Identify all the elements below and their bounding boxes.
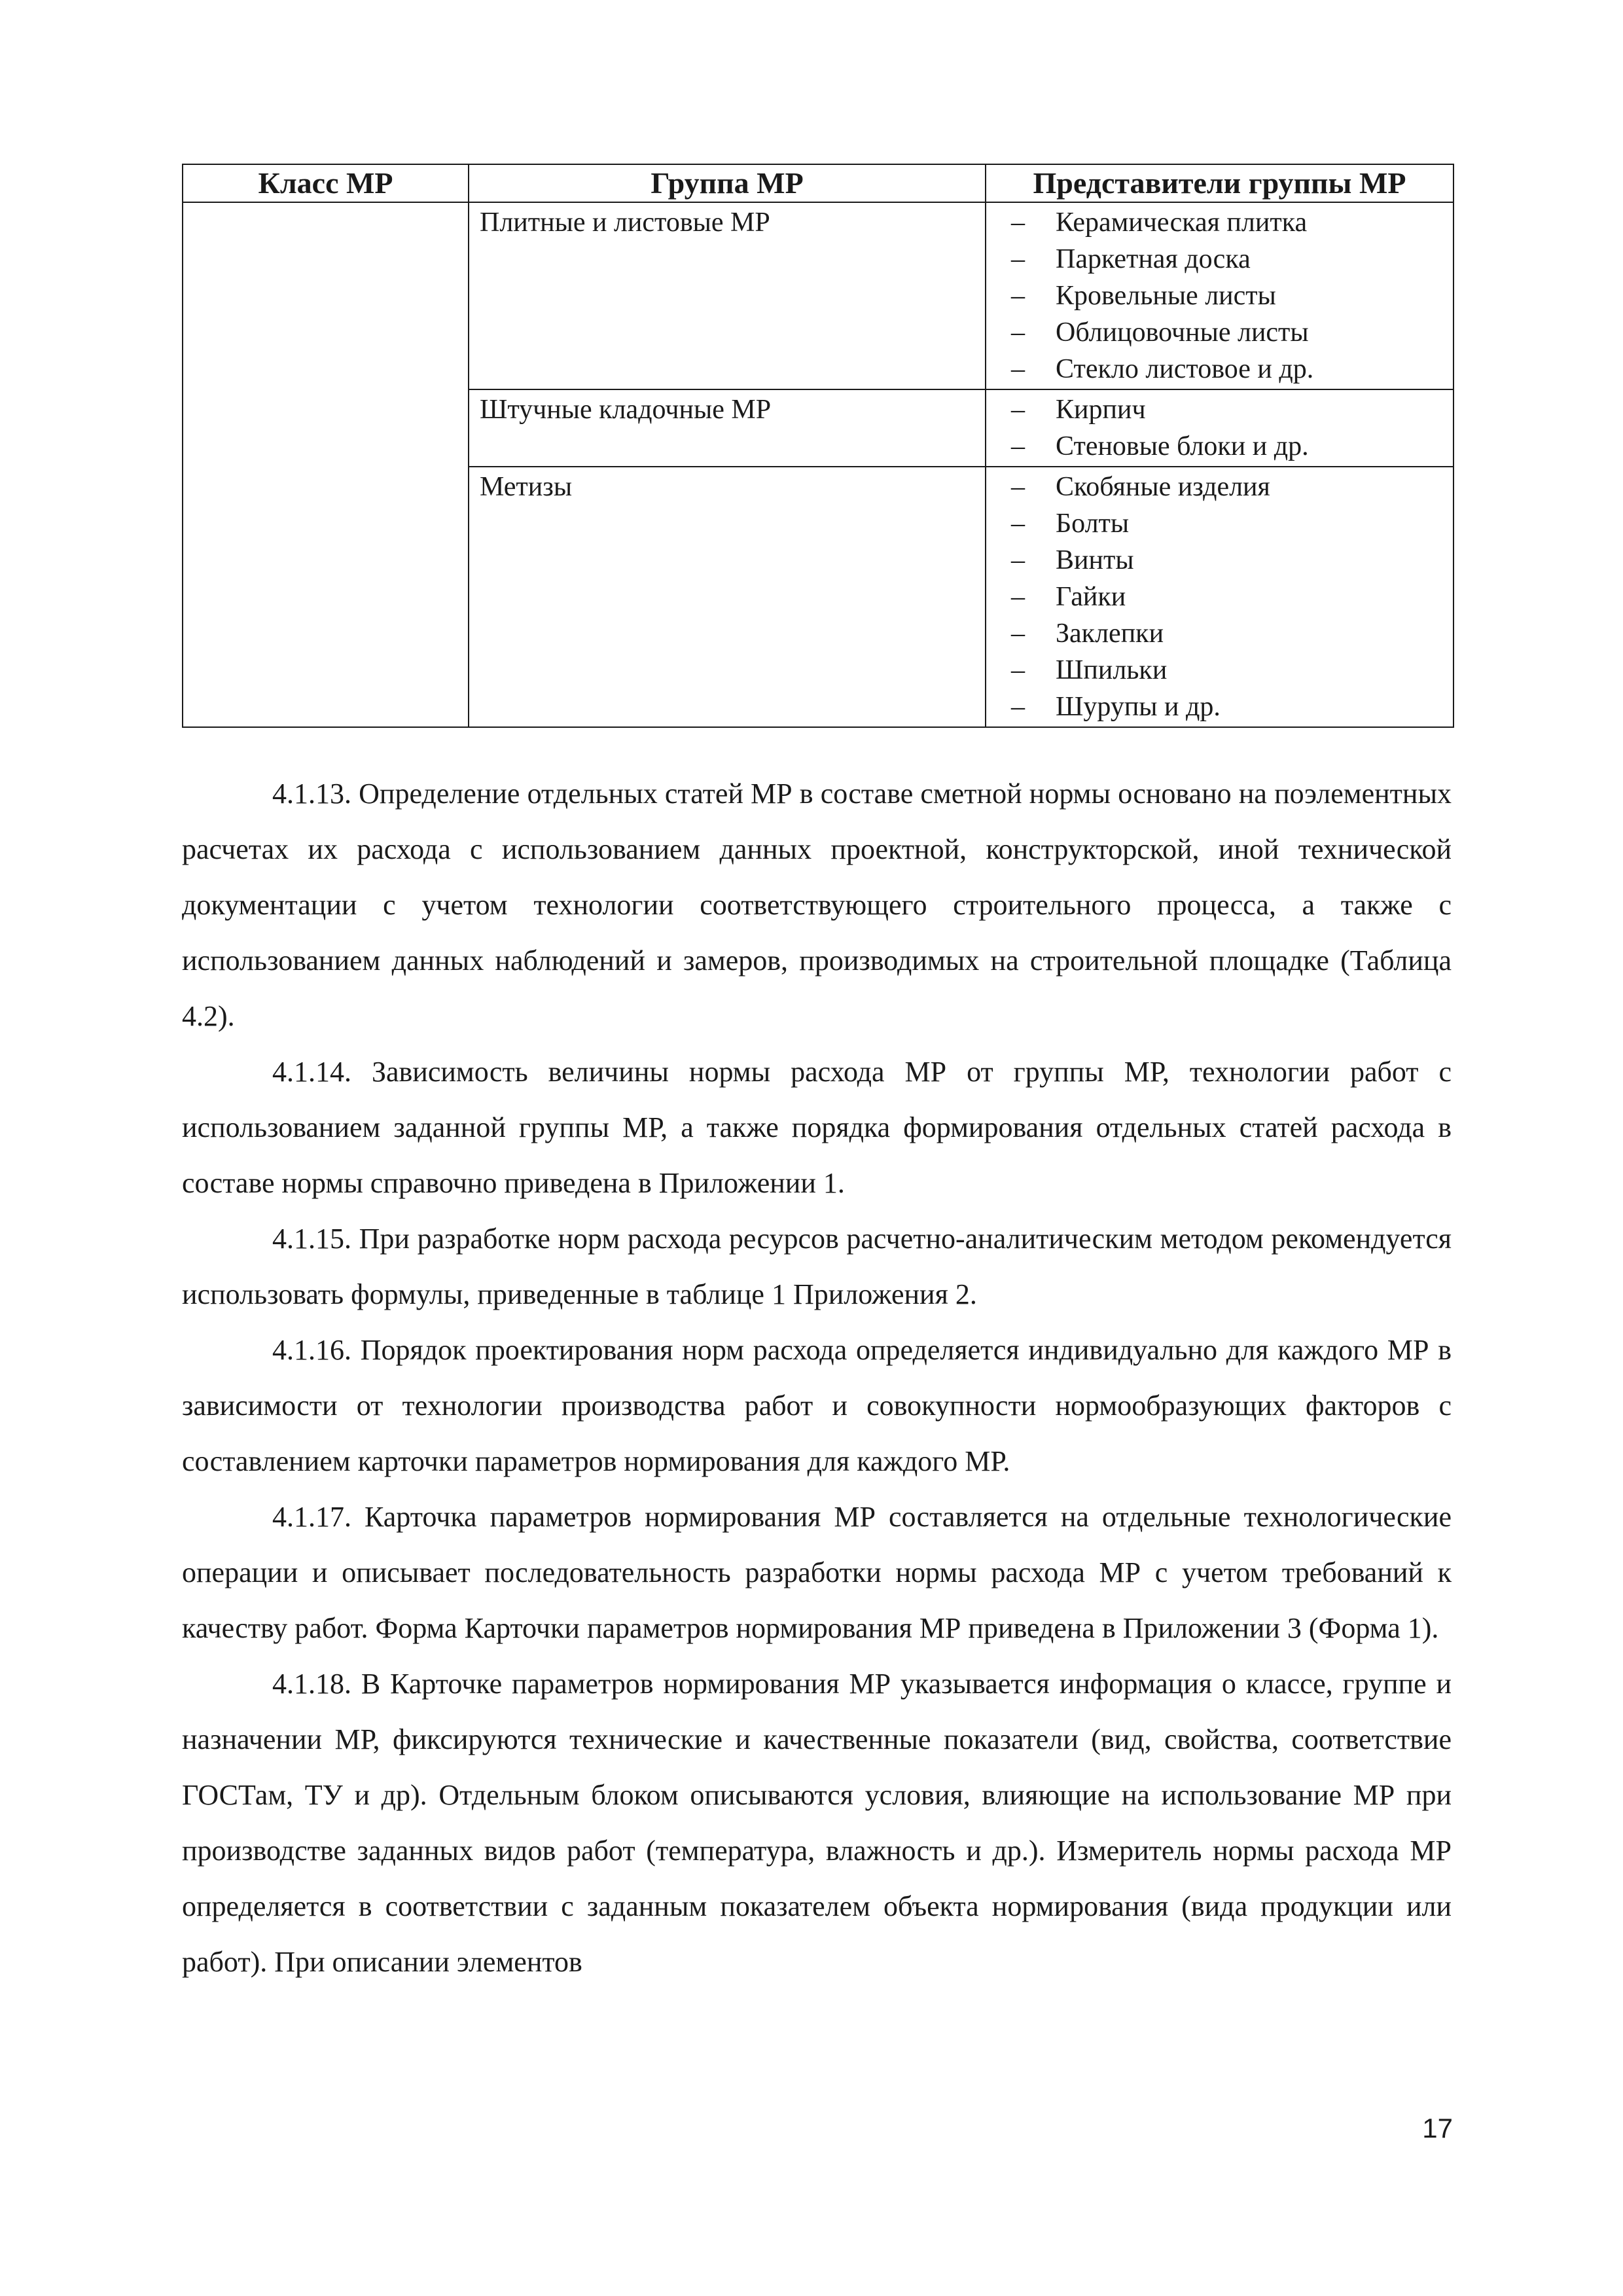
paragraph-4-1-18: 4.1.18. В Карточке параметров нормирования МР указывается информация о классе, группе и назначении МР, фиксируются технические и качественные показатели (вид, свойства, соответствие ГОСТам, ТУ и др). Отдельным блоком описываются условия, влияющие на использование МР при производстве заданных видов работ (температура, влажность и др.). Измеритель нормы расхода МР определяется в соответствии с заданным показателем объекта нормирования (вида продукции или работ). При описании элементов: [182, 1668, 1452, 1978]
list-item-text: Керамическая плитка: [1056, 207, 1308, 238]
class-cell: [183, 202, 469, 727]
dash: –: [1011, 509, 1025, 539]
representatives-cell: [986, 202, 1454, 389]
list-item-text: Шурупы и др.: [1056, 692, 1221, 722]
list-item-text: Заклепки: [1056, 619, 1164, 649]
list-item-text: Болты: [1056, 509, 1130, 539]
list-item: [1011, 579, 1453, 615]
paragraph-4-1-16: 4.1.16. Порядок проектирования норм расхода определяется индивидуально для каждого МР в зависимости от технологии производства работ и совокупности нормообразующих факторов с составлением карточки параметров нормирования для каждого МР.: [182, 1334, 1452, 1477]
header-group: Группа МР: [469, 164, 986, 202]
dash: –: [1011, 317, 1025, 348]
list-item: [1011, 615, 1453, 652]
dash: –: [1011, 395, 1025, 425]
dash: –: [1011, 545, 1025, 575]
group-cell: Плитные и листовые МР: [469, 202, 986, 389]
list-item: [1011, 241, 1453, 278]
group-cell: Штучные кладочные МР: [469, 389, 986, 467]
list-item: [1011, 689, 1453, 725]
list-item: [1011, 542, 1453, 579]
representatives-cell: [986, 467, 1454, 727]
dash: –: [1011, 281, 1025, 311]
table-row: [183, 202, 1454, 389]
list-item-text: Облицовочные листы: [1056, 317, 1309, 348]
dash: –: [1011, 244, 1025, 274]
paragraph-4-1-13: 4.1.13. Определение отдельных статей МР в составе сметной нормы основано на поэлементных расчетах их расхода с использованием данных проектной, конструкторской, иной технической документации с учетом технологии соответствующего строительного процесса, а также с использованием данных наблюдений и замеров, производимых на строительной площадке (Таблица 4.2).: [182, 778, 1452, 1032]
list-item: [1011, 314, 1453, 351]
table-header-row: [183, 164, 1454, 202]
list-item: [1011, 204, 1453, 241]
list-item: [1011, 652, 1453, 689]
list-item-text: Стеновые блоки и др.: [1056, 431, 1309, 461]
body-text: [182, 766, 1452, 1990]
dash: –: [1011, 431, 1025, 461]
list-item-text: Паркетная доска: [1056, 244, 1251, 274]
paragraph-4-1-15: 4.1.15. При разработке норм расхода ресурсов расчетно-аналитическим методом рекомендуется использовать формулы, приведенные в таблице 1 Приложения 2.: [182, 1223, 1452, 1310]
paragraph-4-1-14: 4.1.14. Зависимость величины нормы расхода МР от группы МР, технологии работ с использованием заданной группы МР, а также порядка формирования отдельных статей расхода в составе нормы справочно приведена в Приложении 1.: [182, 1056, 1452, 1199]
page-number: 17: [1422, 2113, 1453, 2144]
dash: –: [1011, 207, 1025, 238]
list-item-text: Шпильки: [1056, 655, 1168, 685]
header-representatives: Представители группы МР: [986, 164, 1454, 202]
list-item-text: Винты: [1056, 545, 1134, 575]
dash: –: [1011, 692, 1025, 722]
dash: –: [1011, 619, 1025, 649]
list-item-text: Стекло листовое и др.: [1056, 354, 1314, 384]
representatives-cell: [986, 389, 1454, 467]
dash: –: [1011, 655, 1025, 685]
list-item: [1011, 278, 1453, 314]
list-item-text: Кровельные листы: [1056, 281, 1276, 311]
group-cell: Метизы: [469, 467, 986, 727]
list-item-text: Кирпич: [1056, 395, 1146, 425]
list-item: [1011, 428, 1453, 465]
dash: –: [1011, 472, 1025, 502]
list-item-text: Гайки: [1056, 582, 1126, 612]
dash: –: [1011, 354, 1025, 384]
materials-table: [182, 164, 1454, 728]
list-item-text: Скобяные изделия: [1056, 472, 1270, 502]
dash: –: [1011, 582, 1025, 612]
paragraph-4-1-17: 4.1.17. Карточка параметров нормирования МР составляется на отдельные технологические операции и описывает последовательность разработки нормы расхода МР с учетом требований к качеству работ. Форма Карточки параметров нормирования МР приведена в Приложении 3 (Форма 1).: [182, 1501, 1452, 1644]
list-item: [1011, 505, 1453, 542]
list-item: [1011, 469, 1453, 505]
list-item: [1011, 351, 1453, 387]
list-item: [1011, 391, 1453, 428]
header-class: Класс МР: [183, 164, 469, 202]
